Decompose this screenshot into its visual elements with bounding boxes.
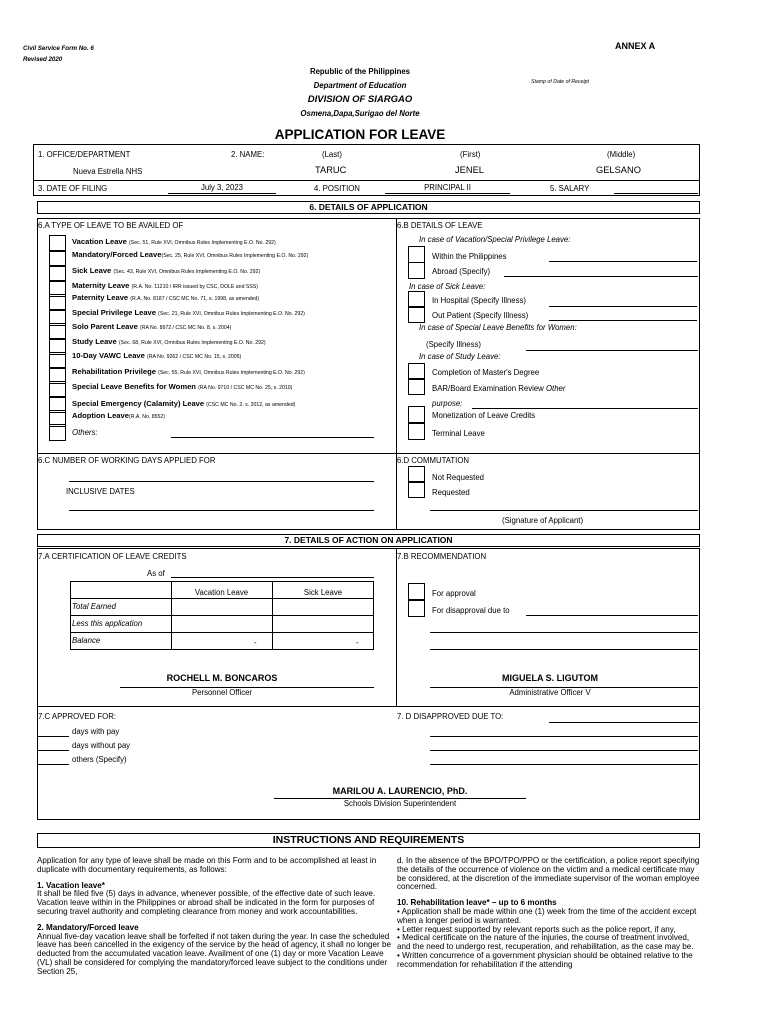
office-value[interactable]: Nueva Estrella NHS <box>73 167 143 176</box>
checkbox-terminal-leave[interactable] <box>408 423 425 440</box>
disapproval-reason-field-1[interactable] <box>526 615 698 616</box>
masters-degree-label: Completion of Master's Degree <box>432 368 540 377</box>
applicant-signature-label: (Signature of Applicant) <box>502 516 584 525</box>
as-of-field[interactable] <box>171 577 374 578</box>
col-vacation-leave: Vacation Leave <box>194 588 249 597</box>
vacation-leave-heading: 1. Vacation leave* <box>37 880 105 890</box>
leave-type-rehabilitation: Rehabilitation Privilege (Sec. 55, Rule XVI, Omnibus Rules Implementing E.O. No. 292) <box>72 367 305 376</box>
row-balance: Balance <box>72 636 101 645</box>
checkbox-abroad[interactable] <box>408 262 425 279</box>
within-philippines-label: Within the Philippines <box>432 252 507 261</box>
balance-sick-value: - <box>356 638 359 647</box>
rehabilitation-bullet-2: • Letter request supported by relevant reports such as the police report, if any, <box>397 924 676 934</box>
form-number: Civil Service Form No. 6 <box>23 45 94 52</box>
superintendent-name: MARILOU A. LAURENCIO, PhD. <box>332 786 468 796</box>
last-name-value[interactable]: TARUC <box>315 165 347 175</box>
first-name-value[interactable]: JENEL <box>455 165 484 175</box>
leave-type-paternity: Paternity Leave (R.A. No. 8187 / CSC MC No. 71, s. 1998, as amended) <box>72 293 260 302</box>
purpose-label: purpose: <box>432 399 463 408</box>
not-requested-label: Not Requested <box>432 473 485 482</box>
leave-type-vacation: Vacation Leave (Sec. 51, Rule XVI, Omnibus Rules Implementing E.O. No. 292) <box>72 237 276 246</box>
rehabilitation-heading: 10. Rehabilitation leave* – up to 6 months <box>397 898 557 908</box>
middle-name-value[interactable]: GELSANO <box>596 165 641 175</box>
for-approval-label: For approval <box>432 589 476 598</box>
vawc-clause-d: d. In the absence of the BPO/TPO/PPO or the certification, a police report specifying the details of the occurrence of violence on the victim and a medical certificate may be considered, at the discretion of the immediate supervisor of the woman employee concerned. <box>397 856 700 892</box>
others-specify-label: others (Specify) <box>72 755 127 764</box>
superintendent-title: Schools Division Superintendent <box>343 799 457 808</box>
others-specify-field[interactable] <box>38 764 69 765</box>
applicant-signature-field[interactable] <box>430 510 698 511</box>
section-7-header: 7. DETAILS OF ACTION ON APPLICATION <box>37 534 700 547</box>
section-6c-title: 6.C NUMBER OF WORKING DAYS APPLIED FOR <box>38 456 216 465</box>
filing-label: 3. DATE OF FILING <box>38 184 108 193</box>
rehabilitation-bullet-3: • Medical certificate on the nature of the injuries, the course of treatment involved, and the need to undergo rest, recuperation, and rehabilitation, as the case may be. <box>397 933 694 952</box>
specify-illness-label: (Specify Illness) <box>426 340 482 349</box>
others-field[interactable] <box>171 437 374 438</box>
salary-field[interactable] <box>614 193 698 194</box>
specify-illness-field[interactable] <box>526 350 698 351</box>
admin-officer-title: Administrative Officer V <box>509 688 591 697</box>
section-7d-title: 7. D DISAPPROVED DUE TO: <box>397 712 504 721</box>
bar-review-label: BAR/Board Examination Review Other <box>432 384 566 393</box>
leave-type-others-label: Others: <box>72 428 98 437</box>
stamp-label: Stamp of Date of Receipt <box>531 79 589 85</box>
section-6b-title: 6.B DETAILS OF LEAVE <box>397 221 483 230</box>
disapproved-reason-field-2[interactable] <box>430 736 698 737</box>
as-of-label: As of <box>147 569 165 578</box>
row-less-application: Less this application <box>72 619 143 628</box>
terminal-leave-label: Terminal Leave <box>432 429 485 438</box>
study-case-label: In case of Study Leave: <box>419 352 501 361</box>
in-hospital-label: In Hospital (Specify Illness) <box>432 296 527 305</box>
personnel-officer-name: ROCHELL M. BONCAROS <box>166 673 278 683</box>
leave-type-vawc: 10-Day VAWC Leave (RA No. 9262 / CSC MC No. 15, s. 2005) <box>72 351 242 360</box>
name-label: 2. NAME: <box>231 150 265 159</box>
in-hospital-field[interactable] <box>549 306 697 307</box>
leave-type-solo-parent: Solo Parent Leave (RA No. 8972 / CSC MC No. 8, s. 2004) <box>72 322 232 331</box>
disapproved-reason-field-3[interactable] <box>430 750 698 751</box>
days-with-pay-field[interactable] <box>38 736 69 737</box>
address-line: Osmena,Dapa,Surigao del Norte <box>300 109 420 118</box>
monetization-label: Monetization of Leave Credits <box>432 411 536 420</box>
checkbox-bar-review[interactable] <box>408 378 425 395</box>
days-without-pay-field[interactable] <box>38 750 69 751</box>
row-total-earned: Total Earned <box>72 602 116 611</box>
leave-type-maternity: Maternity Leave (R.A. No. 11210 / IRR issued by CSC, DOLE and SSS) <box>72 281 259 290</box>
salary-label: 5. SALARY <box>550 184 590 193</box>
disapproval-reason-field-2[interactable] <box>430 632 698 633</box>
inclusive-dates-label: INCLUSIVE DATES <box>66 487 135 496</box>
republic-line: Republic of the Philippines <box>309 67 411 76</box>
mandatory-leave-text: Annual five-day vacation leave shall be forfeited if not taken during the year. In case the scheduled leave has been cancelled in the exigency of the service by the head of agency, it shall no longer be deducted from the accumulated vacation leave. Availment of one (1) day or more Vacation Leave (VL) shall be considered for complying the mandatory/forced leave subject to the conditions under Section 25, <box>37 931 391 976</box>
page-title: APPLICATION FOR LEAVE <box>274 127 446 142</box>
instructions-right-column <box>397 857 700 970</box>
checkbox-requested[interactable] <box>408 481 425 498</box>
leave-type-sick: Sick Leave (Sec. 43, Rule XVI, Omnibus Rules Implementing E.O. No. 292) <box>72 266 261 275</box>
checkbox-monetization[interactable] <box>408 406 425 423</box>
leave-type-special-privilege: Special Privilege Leave (Sec. 21, Rule XVI, Omnibus Rules Implementing E.O. No. 292) <box>72 308 305 317</box>
mandatory-leave-heading: 2. Mandatory/Forced leave <box>37 922 139 932</box>
days-with-pay-label: days with pay <box>72 727 120 736</box>
section-6a-title: 6.A TYPE OF LEAVE TO BE AVAILED OF <box>38 221 184 230</box>
middle-name-label: (Middle) <box>607 150 636 159</box>
checkbox-for-approval[interactable] <box>408 583 425 600</box>
out-patient-label: Out Patient (Specify Illness) <box>432 311 529 320</box>
instructions-header: INSTRUCTIONS AND REQUIREMENTS <box>37 833 700 848</box>
rehabilitation-bullet-4: • Written concurrence of a government physician should be obtained relative to the recommendation for rehabilitation if the attending <box>397 950 693 969</box>
section-7c-title: 7.C APPROVED FOR: <box>38 712 116 721</box>
col-sick-leave: Sick Leave <box>303 588 343 597</box>
first-name-label: (First) <box>460 150 481 159</box>
instructions-left-column <box>37 857 394 977</box>
leave-type-mandatory: Mandatory/Forced Leave(Sec. 25, Rule XVI, Omnibus Rules Implementing E.O. No. 292) <box>72 250 309 259</box>
division-line: DIVISION OF SIARGAO <box>307 94 413 105</box>
section-6d-title: 6.D COMMUTATION <box>397 456 470 465</box>
rehabilitation-bullet-1: • Application shall be made within one (1) week from the time of the accident except when a longer period is warranted. <box>397 906 697 925</box>
annex-label: ANNEX A <box>615 41 656 51</box>
disapproved-reason-field-4[interactable] <box>430 764 698 765</box>
vacation-leave-text: It shall be filed five (5) days in advance, whenever possible, of the effective date of such leave. Vacation leave within in the Philippines or abroad shall be indicated in the form for purposes of securing travel authority and completing clearance from money and work accountabilities. <box>37 889 376 916</box>
abroad-field[interactable] <box>504 276 698 277</box>
form-revision: Revised 2020 <box>23 56 63 63</box>
leave-type-adoption: Adoption Leave(R.A. No. 8552) <box>72 411 166 420</box>
position-label: 4. POSITION <box>314 184 360 193</box>
leave-type-calamity: Special Emergency (Calamity) Leave (CSC MC No. 2, s. 2012, as amended) <box>72 399 296 408</box>
checkbox-within-philippines[interactable] <box>408 246 425 263</box>
disapproved-reason-field-1[interactable] <box>549 722 698 723</box>
instructions-intro: Application for any type of leave shall be made on this Form and to be accomplished at least in duplicate with documentary requirements, as follows: <box>37 856 377 874</box>
balance-vacation-value: - <box>254 638 257 647</box>
admin-officer-name: MIGUELA S. LIGUTOM <box>502 673 598 683</box>
working-days-field[interactable] <box>69 481 374 482</box>
office-label: 1. OFFICE/DEPARTMENT <box>38 150 131 159</box>
section-6-header: 6. DETAILS OF APPLICATION <box>37 201 700 214</box>
out-patient-field[interactable] <box>549 320 697 321</box>
for-disapproval-label: For disapproval due to <box>432 606 510 615</box>
filing-value[interactable]: July 3, 2023 <box>200 183 244 192</box>
vacation-case-label: In case of Vacation/Special Privilege Leave: <box>419 235 571 244</box>
checkbox-out-patient[interactable] <box>408 306 425 323</box>
section-7b-title: 7.B RECOMMENDATION <box>397 552 487 561</box>
last-name-label: (Last) <box>322 150 342 159</box>
checkbox-for-disapproval[interactable] <box>408 600 425 617</box>
inclusive-dates-field[interactable] <box>69 510 374 511</box>
women-case-label: In case of Special Leave Benefits for Women: <box>419 323 577 332</box>
abroad-label: Abroad (Specify) <box>432 267 491 276</box>
department-line: Department of Education <box>313 81 407 90</box>
personnel-officer-title: Personnel Officer <box>191 688 253 697</box>
requested-label: Requested <box>432 488 470 497</box>
leave-type-women: Special Leave Benefits for Women (RA No. 9710 / CSC MC No. 25, s. 2010) <box>72 382 293 391</box>
section-7a-title: 7.A CERTIFICATION OF LEAVE CREDITS <box>38 552 187 561</box>
days-without-pay-label: days without pay <box>72 741 131 750</box>
position-value[interactable]: PRINCIPAL II <box>424 183 471 192</box>
checkbox-others-leave[interactable] <box>49 424 66 441</box>
purpose-field[interactable] <box>472 408 698 409</box>
within-philippines-field[interactable] <box>549 261 697 262</box>
disapproval-reason-field-3[interactable] <box>430 649 698 650</box>
leave-type-study: Study Leave (Sec. 68, Rule XVI, Omnibus Rules Implementing E.O. No. 292) <box>72 337 266 346</box>
sick-case-label: In case of Sick Leave: <box>409 282 486 291</box>
